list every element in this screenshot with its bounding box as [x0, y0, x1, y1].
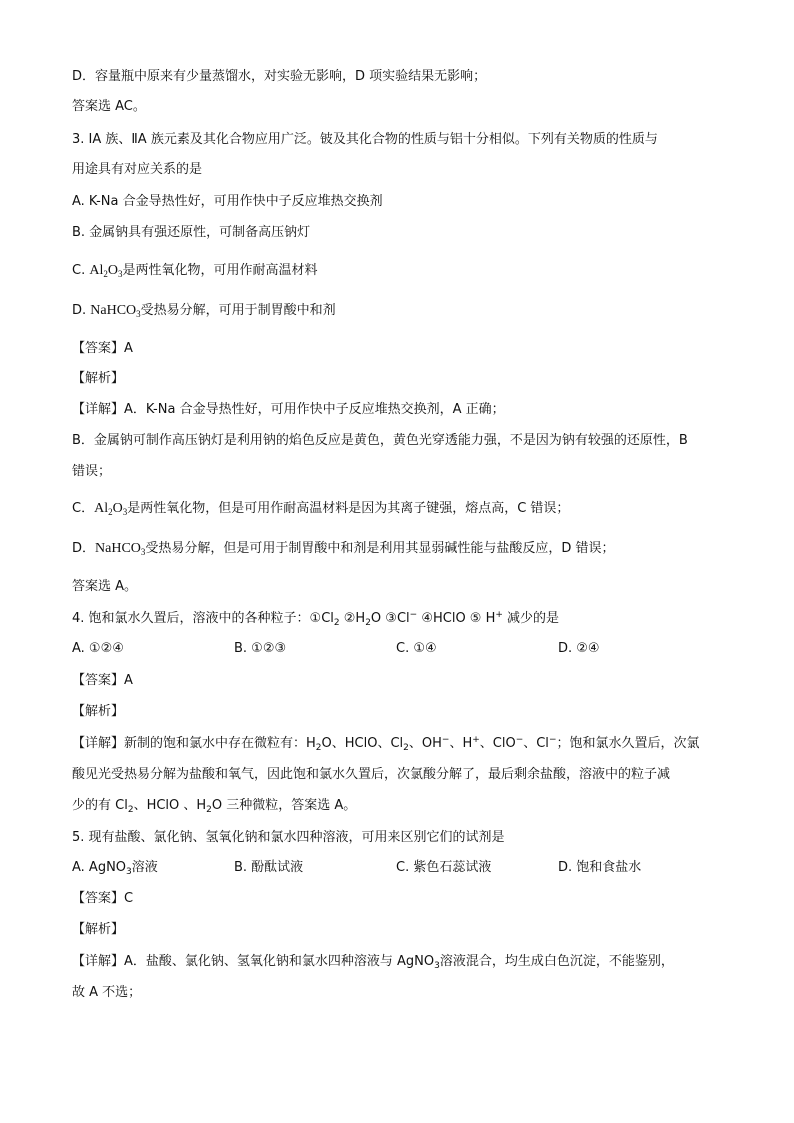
q3-detail-a: 【详解】A．K-Na 合金导热性好，可用作快中子反应堆热交换剂，A 正确； — [72, 402, 505, 417]
formula-al2o3: $Al_2O_3$ — [89, 263, 123, 279]
q4-option-c: C. ①④ — [396, 641, 437, 656]
q4-option-a: A. ①②④ — [72, 641, 124, 656]
q4-stem: 4. 饱和氯水久置后，溶液中的各种粒子：$①Cl_2$ $②H_2O$ ③Cl− ④HClO ⑤ H+ 减少的是 — [72, 610, 560, 628]
q5-detail-line1: 【详解】A．盐酸、氯化钠、氢氧化钠和氯水四种溶液与 AgNO$_3$溶液混合，均生成白色沉淀，不能鉴别， — [72, 954, 674, 971]
q3-option-c: C. $Al_2O_3$是两性氧化物，可用作耐高温材料 — [72, 263, 318, 279]
q5-answer: 【答案】C — [72, 891, 134, 906]
q3-option-b: B. 金属钠具有强还原性，可制备高压钠灯 — [72, 225, 311, 240]
q5-option-c: C. 紫色石蕊试液 — [396, 860, 492, 875]
q4-detail-line2: 酸见光受热易分解为盐酸和氧气，因此饱和氯水久置后，次氯酸分解了，最后剩余盐酸，溶液中的粒子减 — [72, 767, 671, 782]
q5-detail-line2: 故 A 不选； — [72, 985, 142, 1000]
q5-option-d: D. 饱和食盐水 — [558, 860, 642, 875]
q3-stem-line1: 3. ⅠA 族、ⅡA 族元素及其化合物应用广泛。铍及其化合物的性质与铝十分相似。下列有关物质的性质与 — [72, 132, 658, 147]
q3-option-a: A. K-Na 合金导热性好，可用作快中子反应堆热交换剂 — [72, 194, 383, 209]
q5-option-a: A. AgNO$_3$溶液 — [72, 860, 158, 877]
q3-analysis-heading: 【解析】 — [72, 371, 125, 386]
formula-nahco3: NaHCO$_3$ — [90, 303, 141, 319]
q5-option-b: B. 酚酞试液 — [234, 860, 304, 875]
q4-detail-line3: 少的有 $Cl_2$、HClO 、$H_2O$ 三种微粒，答案选 A。 — [72, 798, 357, 815]
q4-analysis-heading: 【解析】 — [72, 704, 125, 719]
q3-detail-b-line1: B．金属钠可制作高压钠灯是利用钠的焰色反应是黄色，黄色光穿透能力强，不是因为钠有较强的还原性，B — [72, 433, 688, 448]
q3-stem-line2: 用途具有对应关系的是 — [72, 162, 203, 177]
q5-stem: 5. 现有盐酸、氯化钠、氢氧化钠和氯水四种溶液，可用来区别它们的试剂是 — [72, 830, 505, 845]
formula-al2o3: $Al_2O_3$ — [94, 501, 128, 517]
q4-answer: 【答案】A — [72, 673, 133, 688]
q3-detail-b-line2: 错误； — [72, 464, 112, 479]
q3-detail-d: D．NaHCO$_3$受热易分解，但是可用于制胃酸中和剂是利用其显弱碱性能与盐酸反应，D 错误； — [72, 541, 615, 557]
formula-nahco3: NaHCO$_3$ — [95, 541, 146, 557]
q4-detail-line1: 【详解】新制的饱和氯水中存在微粒有：$H_2O$、HClO、$Cl_2$、OH−、H+、ClO−、Cl−；饱和氯水久置后，次氯 — [72, 735, 700, 753]
q5-analysis-heading: 【解析】 — [72, 922, 125, 937]
q4-option-b: B. ①②③ — [234, 641, 287, 656]
q4-option-d: D. ②④ — [558, 641, 600, 656]
q3-option-d: D. NaHCO$_3$受热易分解，可用于制胃酸中和剂 — [72, 303, 336, 319]
q2-option-d-explanation: D．容量瓶中原来有少量蒸馏水，对实验无影响，D 项实验结果无影响； — [72, 69, 487, 84]
q3-detail-c: C．$Al_2O_3$是两性氧化物，但是可用作耐高温材料是因为其离子键强，熔点高，C 错误； — [72, 501, 570, 517]
q3-answer: 【答案】A — [72, 341, 133, 356]
q2-final-answer: 答案选 AC。 — [72, 99, 146, 114]
q3-final-answer: 答案选 A。 — [72, 579, 138, 594]
